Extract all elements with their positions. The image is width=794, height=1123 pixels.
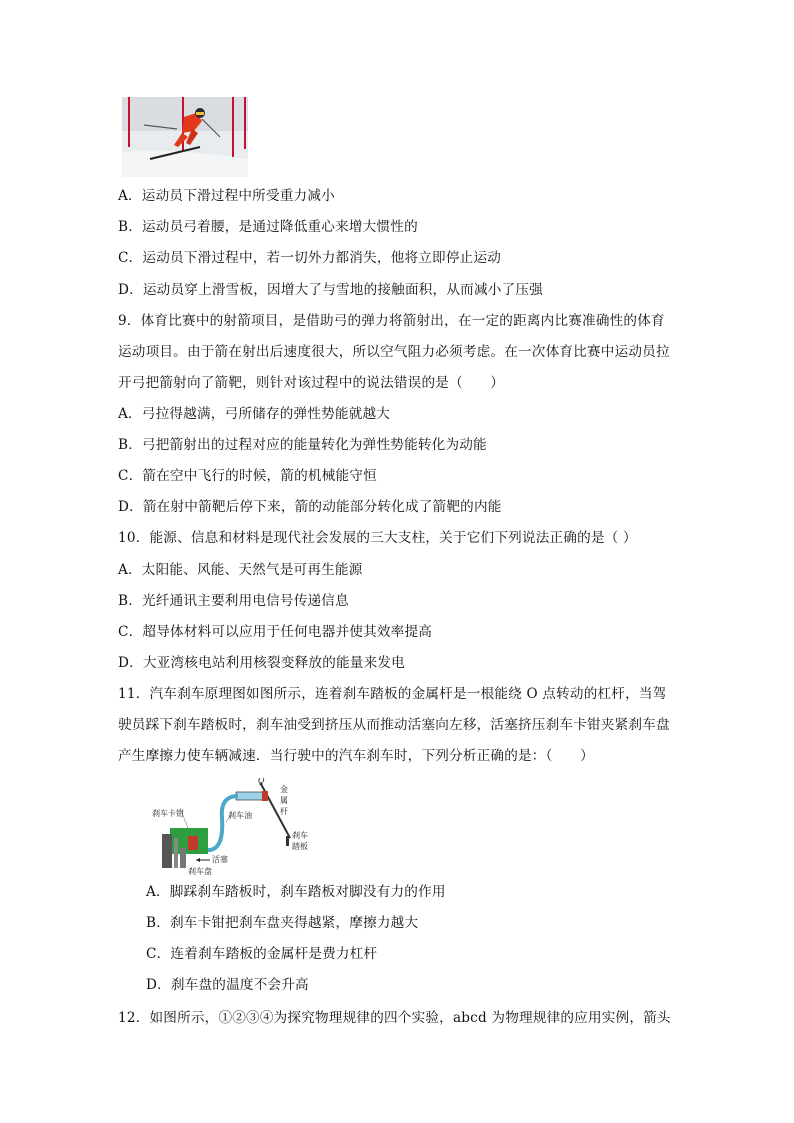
brake-oil-label: 刹车油 [228, 811, 252, 820]
q11-stem-line-3: 产生摩擦力使车辆减速．当行驶中的汽车刹车时，下列分析正确的是：（ ） [118, 748, 594, 764]
q8-option-b: B．运动员弓着腰，是通过降低重心来增大惯性的 [118, 219, 418, 235]
q11-option-c: C．连着刹车踏板的金属杆是费力杠杆 [146, 946, 378, 962]
rod-label-3: 杆 [280, 807, 288, 816]
rod-label-2: 属 [280, 796, 288, 805]
pedal-label-1: 刹车 [292, 831, 308, 840]
piston-label: 活塞 [212, 855, 228, 864]
q11-option-a: A．脚踩刹车踏板时，刹车踏板对脚没有力的作用 [146, 884, 446, 900]
pivot-o-label: O [258, 778, 265, 785]
q9-option-b: B．弓把箭射出的过程对应的能量转化为弹性势能转化为动能 [118, 437, 487, 453]
q9-stem-line-2: 运动项目。由于箭在射出后速度很大，所以空气阻力必须考虑。在一次体育比赛中运动员拉 [118, 344, 670, 360]
q8-option-c: C．运动员下滑过程中，若一切外力都消失，他将立即停止运动 [118, 250, 502, 266]
q9-stem-line-3: 开弓把箭射向了箭靶，则针对该过程中的说法错误的是（ ） [118, 375, 505, 391]
q10-option-d: D．大亚湾核电站利用核裂变释放的能量来发电 [118, 655, 405, 671]
pedal-label-2: 踏板 [292, 842, 308, 851]
brake-diagram [150, 778, 330, 878]
q10-option-c: C．超导体材料可以应用于任何电器并使其效率提高 [118, 624, 433, 640]
q12-stem: 12．如图所示，①②③④为探究物理规律的四个实验，abcd 为物理规律的应用实例，箭头 [118, 1010, 671, 1026]
q11-stem-line-1: 11．汽车刹车原理图如图所示，连着刹车踏板的金属杆是一根能绕 O 点转动的杠杆，当驾 [118, 686, 667, 702]
q9-option-a: A．弓拉得越满，弓所储存的弹性势能就越大 [118, 406, 391, 422]
q10-stem: 10．能源、信息和材料是现代社会发展的三大支柱，关于它们下列说法正确的是（ ） [118, 530, 637, 546]
q11-option-b: B．刹车卡钳把刹车盘夹得越紧，摩擦力越大 [146, 915, 419, 931]
q9-stem-line-1: 9．体育比赛中的射箭项目，是借助弓的弹力将箭射出，在一定的距离内比赛准确性的体育 [118, 313, 665, 329]
q11-stem-line-2: 驶员踩下刹车踏板时，刹车油受到挤压从而推动活塞向左移，活塞挤压刹车卡钳夹紧刹车盘 [118, 717, 670, 733]
q8-option-d: D．运动员穿上滑雪板，因增大了与雪地的接触面积，从而减小了压强 [118, 282, 543, 298]
brake-disc-label: 刹车盘 [188, 867, 212, 876]
skier-photo [122, 97, 248, 177]
q9-option-d: D．箭在射中箭靶后停下来，箭的动能部分转化成了箭靶的内能 [118, 499, 502, 515]
q8-option-a: A．运动员下滑过程中所受重力减小 [118, 188, 335, 204]
q10-option-b: B．光纤通讯主要利用电信号传递信息 [118, 593, 349, 609]
q11-option-d: D．刹车盘的温度不会升高 [146, 977, 309, 993]
q10-option-a: A．太阳能、风能、天然气是可再生能源 [118, 562, 363, 578]
rod-label-1: 金 [280, 785, 288, 794]
q9-option-c: C．箭在空中飞行的时候，箭的机械能守恒 [118, 468, 377, 484]
caliper-label: 刹车卡钳 [152, 809, 184, 818]
